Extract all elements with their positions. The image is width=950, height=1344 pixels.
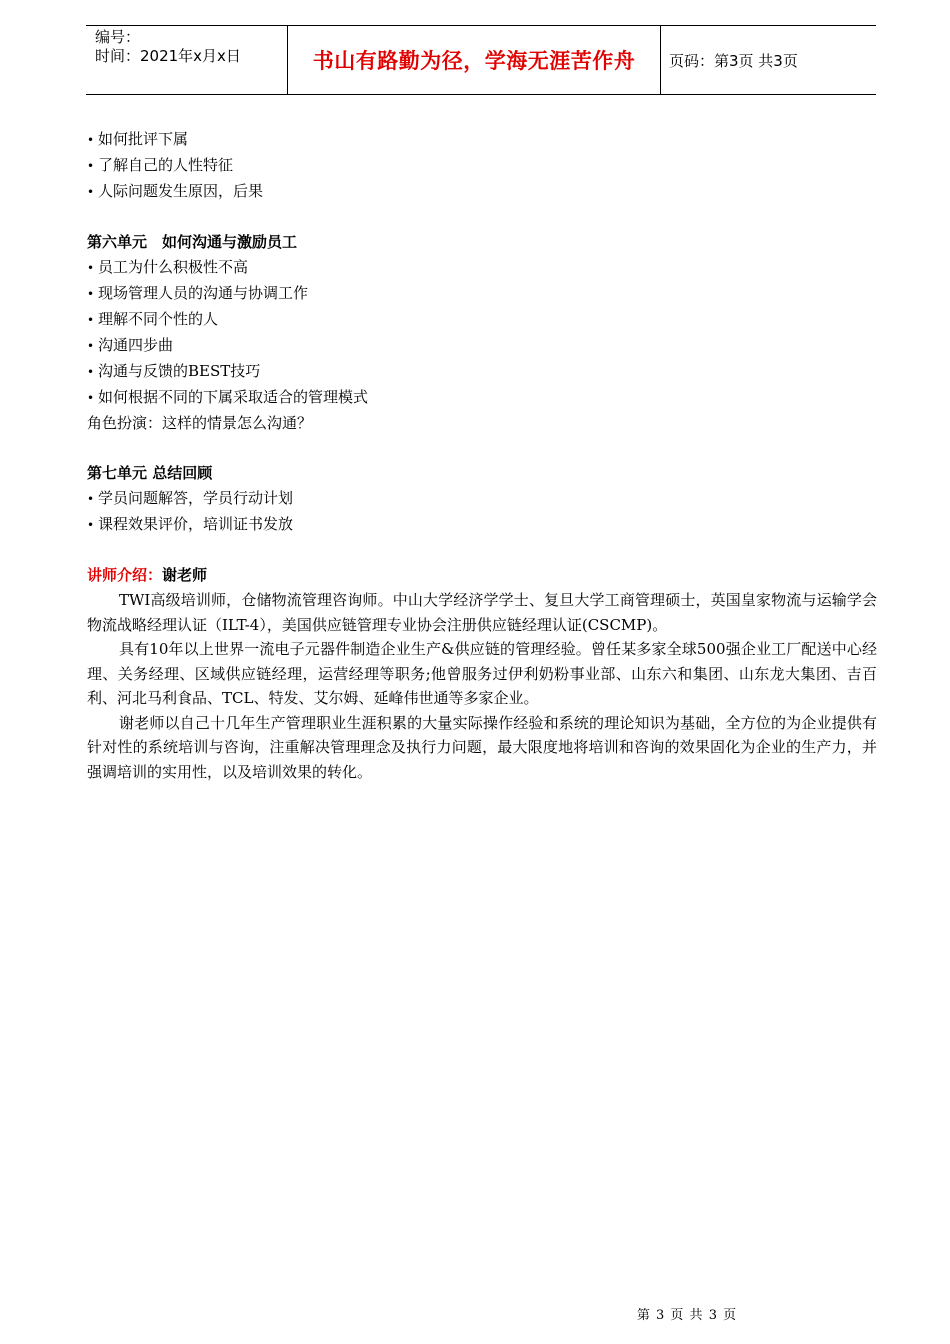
instructor-name: 谢老师 bbox=[162, 566, 208, 584]
document-body bbox=[87, 127, 887, 784]
list-item: • 人际问题发生原因，后果 bbox=[87, 179, 887, 205]
document-number-label: 编号： bbox=[95, 28, 141, 46]
list-item: • 了解自己的人性特征 bbox=[87, 153, 887, 179]
page-header bbox=[86, 25, 876, 95]
list-item: • 理解不同个性的人 bbox=[87, 307, 887, 333]
list-item: • 员工为什么积极性不高 bbox=[87, 255, 887, 281]
instructor-paragraph: 谢老师以自己十几年生产管理职业生涯积累的大量实际操作经验和系统的理论知识为基础，全方位的为企业提供有针对性的系统培训与咨询，注重解决管理理念及执行力问题，最大限度地将培训和咨询的效果固化为企业的生产力，并强调培训的实用性，以及培训效果的转化。 bbox=[87, 713, 877, 781]
unit6-title: 第六单元 如何沟通与激励员工 bbox=[87, 233, 298, 251]
header-motto: 书山有路勤为径，学海无涯苦作舟 bbox=[288, 26, 661, 94]
instructor-paragraph: TWI高级培训师，仓储物流管理咨询师。中山大学经济学学士、复旦大学工商管理硕士，英国皇家物流与运输学会物流战略经理认证（ILT-4），美国供应链管理专业协会注册供应链经理认证(CSCMP)。 bbox=[87, 591, 877, 634]
footer-page-number: 第 3 页 共 3 页 bbox=[636, 1308, 738, 1323]
list-item: • 沟通四步曲 bbox=[87, 333, 887, 359]
document-time-label: 时间：2021年x月x日 bbox=[95, 47, 241, 65]
instructor-heading bbox=[87, 563, 887, 588]
instructor-paragraph: 具有10年以上世界一流电子元器件制造企业生产&供应链的管理经验。曾任某多家全球500强企业工厂配送中心经理、关务经理、区域供应链经理，运营经理等职务;他曾服务过伊利奶粉事业部、山东六和集团、山东龙大集团、吉百利、河北马利食品、TCL、特发、艾尔姆、延峰伟世通等多家企业。 bbox=[87, 640, 877, 707]
page-footer bbox=[0, 1304, 950, 1323]
list-item: • 沟通与反馈的BEST技巧 bbox=[87, 359, 887, 385]
header-meta bbox=[86, 26, 288, 94]
unit7-title: 第七单元 总结回顾 bbox=[87, 464, 213, 482]
list-item: • 如何根据不同的下属采取适合的管理模式 bbox=[87, 385, 887, 411]
instructor-label: 讲师介绍： bbox=[87, 566, 163, 584]
list-item: • 现场管理人员的沟通与协调工作 bbox=[87, 281, 887, 307]
list-item: • 如何批评下属 bbox=[87, 127, 887, 153]
list-item: • 课程效果评价，培训证书发放 bbox=[87, 512, 887, 538]
header-page-label: 页码：第3页 共3页 bbox=[669, 51, 798, 70]
role-play-line: 角色扮演：这样的情景怎么沟通？ bbox=[87, 414, 313, 432]
list-item: • 学员问题解答，学员行动计划 bbox=[87, 486, 887, 512]
